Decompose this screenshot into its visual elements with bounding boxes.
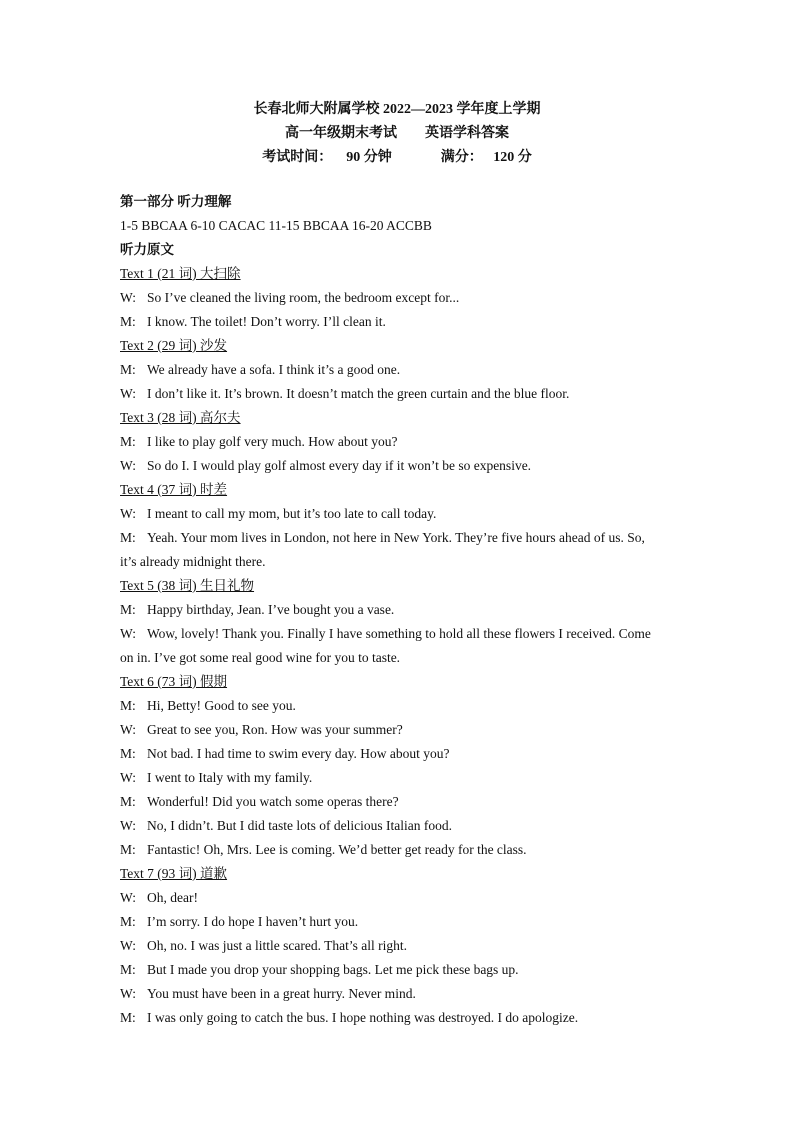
transcript-text-block	[120, 862, 680, 1030]
dialogue-line	[120, 886, 680, 910]
dialogue-text: Fantastic! Oh, Mrs. Lee is coming. We’d better get ready for the class.	[147, 842, 527, 857]
dialogue-line	[120, 718, 680, 742]
school-title: 长春北师大附属学校 2022—2023 学年度上学期	[253, 102, 541, 117]
dialogue-line	[120, 502, 680, 526]
transcript-text-block	[120, 262, 680, 334]
dialogue-text: I went to Italy with my family.	[147, 770, 313, 785]
speaker-label: M:	[120, 962, 136, 977]
transcript-text-block	[120, 406, 680, 478]
dialogue-line	[120, 694, 680, 718]
transcript-heading: 听力原文	[120, 242, 174, 257]
dialogue-line	[120, 814, 680, 838]
text-title: Text 7 (93 词) 道歉	[120, 866, 228, 881]
dialogue-line	[120, 598, 680, 622]
transcript-texts	[120, 262, 680, 1030]
dialogue-line	[120, 982, 680, 1006]
transcript-text-block	[120, 670, 680, 862]
dialogue-line	[120, 1006, 680, 1030]
dialogue-text: I was only going to catch the bus. I hope nothing was destroyed. I do apologize.	[147, 1010, 579, 1025]
dialogue-text: Wow, lovely! Thank you. Finally I have something to hold all these flowers I received. Come	[147, 626, 651, 641]
speaker-label: M:	[120, 914, 136, 929]
speaker-label: W:	[120, 290, 136, 305]
speaker-label: M:	[120, 698, 136, 713]
speaker-label: M:	[120, 362, 136, 377]
dialogue-line	[120, 454, 680, 478]
text-title: Text 2 (29 词) 沙发	[120, 338, 228, 353]
speaker-label: M:	[120, 434, 136, 449]
dialogue-text: I like to play golf very much. How about you?	[147, 434, 398, 449]
document-header	[0, 98, 794, 170]
dialogue-line	[120, 286, 680, 310]
dialogue-line	[120, 838, 680, 862]
dialogue-text: No, I didn’t. But I did taste lots of delicious Italian food.	[147, 818, 452, 833]
dialogue-text: I meant to call my mom, but it’s too late to call today.	[147, 506, 437, 521]
speaker-label: M:	[120, 746, 136, 761]
speaker-label: M:	[120, 530, 136, 545]
text-title: Text 1 (21 词) 大扫除	[120, 266, 241, 281]
dialogue-text: But I made you drop your shopping bags. Let me pick these bags up.	[147, 962, 519, 977]
dialogue-text: Oh, dear!	[147, 890, 198, 905]
dialogue-text: So do I. I would play golf almost every day if it won’t be so expensive.	[147, 458, 532, 473]
speaker-label: W:	[120, 890, 136, 905]
dialogue-text: So I’ve cleaned the living room, the bedroom except for...	[147, 290, 460, 305]
dialogue-text: Yeah. Your mom lives in London, not here in New York. They’re five hours ahead of us. So,	[147, 530, 645, 545]
speaker-label: W:	[120, 458, 136, 473]
dialogue-line	[120, 430, 680, 454]
text-title: Text 3 (28 词) 高尔夫	[120, 410, 241, 425]
transcript-text-block	[120, 478, 680, 574]
dialogue-line	[120, 910, 680, 934]
speaker-label: M:	[120, 842, 136, 857]
speaker-label: W:	[120, 722, 136, 737]
text-title: Text 6 (73 词) 假期	[120, 674, 228, 689]
dialogue-text: Not bad. I had time to swim every day. How about you?	[147, 746, 450, 761]
dialogue-text: I’m sorry. I do hope I haven’t hurt you.	[147, 914, 359, 929]
dialogue-line	[120, 358, 680, 382]
speaker-label: M:	[120, 794, 136, 809]
dialogue-line	[120, 790, 680, 814]
speaker-label: M:	[120, 602, 136, 617]
dialogue-text: I don’t like it. It’s brown. It doesn’t match the green curtain and the blue floor.	[147, 386, 570, 401]
speaker-label: W:	[120, 506, 136, 521]
dialogue-line	[120, 934, 680, 958]
speaker-label: W:	[120, 770, 136, 785]
dialogue-text: I know. The toilet! Don’t worry. I’ll clean it.	[147, 314, 386, 329]
dialogue-text: Oh, no. I was just a little scared. That’s all right.	[147, 938, 407, 953]
dialogue-text: You must have been in a great hurry. Never mind.	[147, 986, 416, 1001]
dialogue-line	[120, 310, 680, 334]
text-title: Text 5 (38 词) 生日礼物	[120, 578, 255, 593]
transcript-text-block	[120, 574, 680, 670]
dialogue-line	[120, 622, 680, 646]
dialogue-line	[120, 742, 680, 766]
speaker-label: M:	[120, 1010, 136, 1025]
dialogue-line	[120, 958, 680, 982]
speaker-label: W:	[120, 986, 136, 1001]
exam-info: 考试时间： 90 分钟 满分： 120 分	[262, 150, 532, 165]
speaker-label: W:	[120, 386, 136, 401]
dialogue-text: Wonderful! Did you watch some operas there?	[147, 794, 399, 809]
dialogue-line	[120, 526, 680, 550]
document-body	[120, 190, 680, 1030]
dialogue-line	[120, 382, 680, 406]
speaker-label: W:	[120, 818, 136, 833]
dialogue-text: Happy birthday, Jean. I’ve bought you a vase.	[147, 602, 395, 617]
speaker-label: W:	[120, 626, 136, 641]
dialogue-line	[120, 766, 680, 790]
transcript-text-block	[120, 334, 680, 406]
dialogue-line-continuation: on in. I’ve got some real good wine for you to taste.	[120, 650, 401, 665]
part1-heading: 第一部分 听力理解	[120, 194, 232, 209]
dialogue-line-continuation: it’s already midnight there.	[120, 554, 266, 569]
speaker-label: M:	[120, 314, 136, 329]
speaker-label: W:	[120, 938, 136, 953]
dialogue-text: Hi, Betty! Good to see you.	[147, 698, 296, 713]
exam-title: 高一年级期末考试 英语学科答案	[285, 126, 509, 141]
dialogue-text: We already have a sofa. I think it’s a good one.	[147, 362, 401, 377]
answer-key: 1-5 BBCAA 6-10 CACAC 11-15 BBCAA 16-20 ACCBB	[120, 218, 432, 233]
text-title: Text 4 (37 词) 时差	[120, 482, 228, 497]
dialogue-text: Great to see you, Ron. How was your summer?	[147, 722, 403, 737]
